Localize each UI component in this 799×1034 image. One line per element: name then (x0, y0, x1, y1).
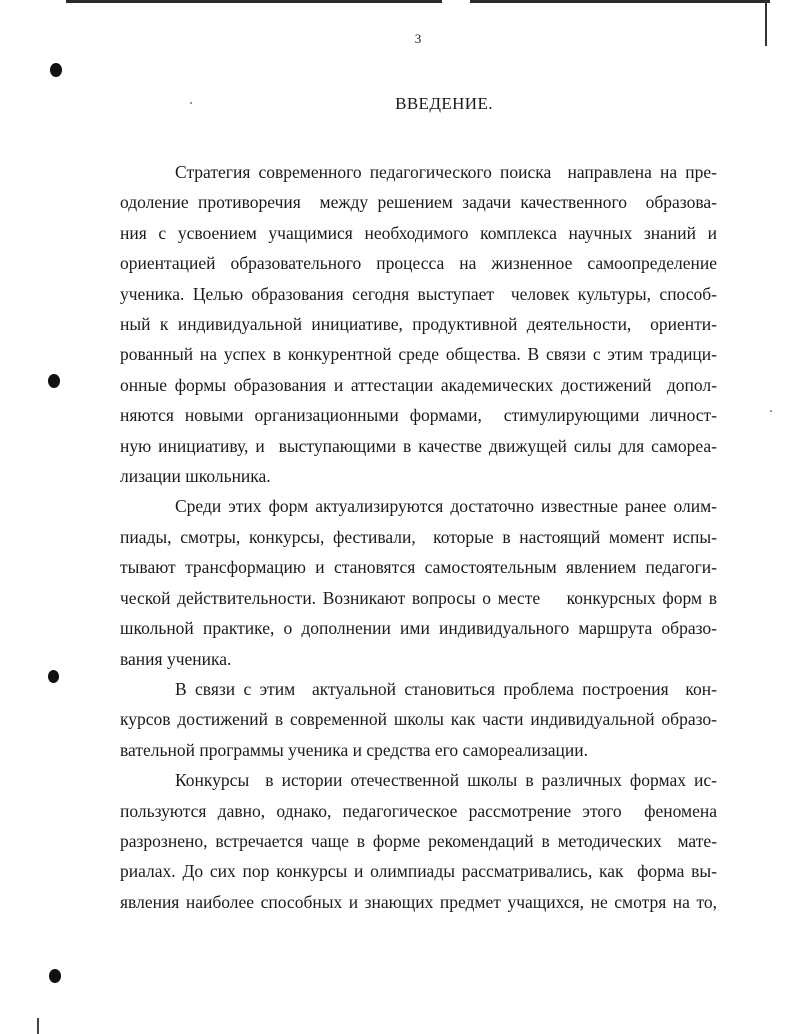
text-line: ную инициативу, и выступающими в качестве движущей силы для самореа- (120, 435, 717, 456)
text-line: ученика. Целью образования сегодня выступает человек культуры, способ- (120, 283, 717, 304)
text-line: ориентацией образовательного процесса на жизненное самоопределение (120, 253, 717, 274)
text-line: ческой действительности. Возникают вопросы о месте конкурсных форм в (120, 587, 717, 608)
text-line: пользуются давно, однако, педагогическое рассмотрение этого феномена (120, 800, 717, 821)
text-line: няются новыми организационными формами, стимулирующими личност- (120, 405, 717, 426)
text-line: пиады, смотры, конкурсы, фестивали, которые в настоящий момент испы- (120, 526, 717, 547)
scan-edge-top (66, 0, 442, 3)
scan-edge-top-right (470, 0, 770, 3)
text-line: риалах. До сих пор конкурсы и олимпиады рассматривались, как форма вы- (120, 861, 717, 882)
document-body (120, 157, 717, 917)
scan-speck (770, 410, 772, 412)
paragraph (120, 765, 717, 917)
punch-hole-mark (50, 63, 62, 77)
punch-hole-mark (48, 374, 60, 388)
text-line: В связи с этим актуальной становиться проблема построения кон- (175, 678, 717, 699)
text-line: онные формы образования и аттестации академических достижений допол- (120, 374, 717, 395)
paragraph (120, 491, 717, 673)
text-line: курсов достижений в современной школы как части индивидуальной образо- (120, 709, 717, 730)
text-line: вательной программы ученика и средства его самореализации. (120, 739, 588, 760)
text-line: Среди этих форм актуализируются достаточно известные ранее олим- (175, 496, 717, 517)
text-line: лизации школьника. (120, 466, 271, 487)
scan-edge-bottom (37, 1018, 39, 1034)
text-line: одоление противоречия между решением задачи качественного образова- (120, 192, 717, 213)
text-line: тывают трансформацию и становятся самостоятельным явлением педагоги- (120, 557, 717, 578)
punch-hole-mark (49, 969, 61, 983)
text-line: ния с усвоением учащимися необходимого комплекса научных знаний и (120, 222, 717, 243)
paragraph (120, 674, 717, 765)
text-line: Стратегия современного педагогического поиска направлена на пре- (175, 162, 717, 182)
text-line: ный к индивидуальной инициативе, продуктивной деятельности, ориенти- (120, 314, 717, 335)
text-line: Конкурсы в истории отечественной школы в различных формах ис- (175, 770, 717, 791)
text-line: разрознено, встречается чаще в форме рекомендаций в методических мате- (120, 830, 717, 851)
text-line: школьной практике, о дополнении ими индивидуального маршрута образо- (120, 618, 717, 639)
punch-hole-mark (48, 670, 59, 683)
text-line: рованный на успех в конкурентной среде общества. В связи с этим традици- (120, 344, 717, 365)
page-number: 3 (414, 31, 422, 46)
text-line: вания ученика. (120, 648, 232, 669)
text-line: явления наиболее способных и знающих предмет учащихся, не смотря на то, (120, 891, 717, 912)
paragraph (120, 157, 717, 491)
section-heading: ВВЕДЕНИЕ. (395, 94, 493, 113)
